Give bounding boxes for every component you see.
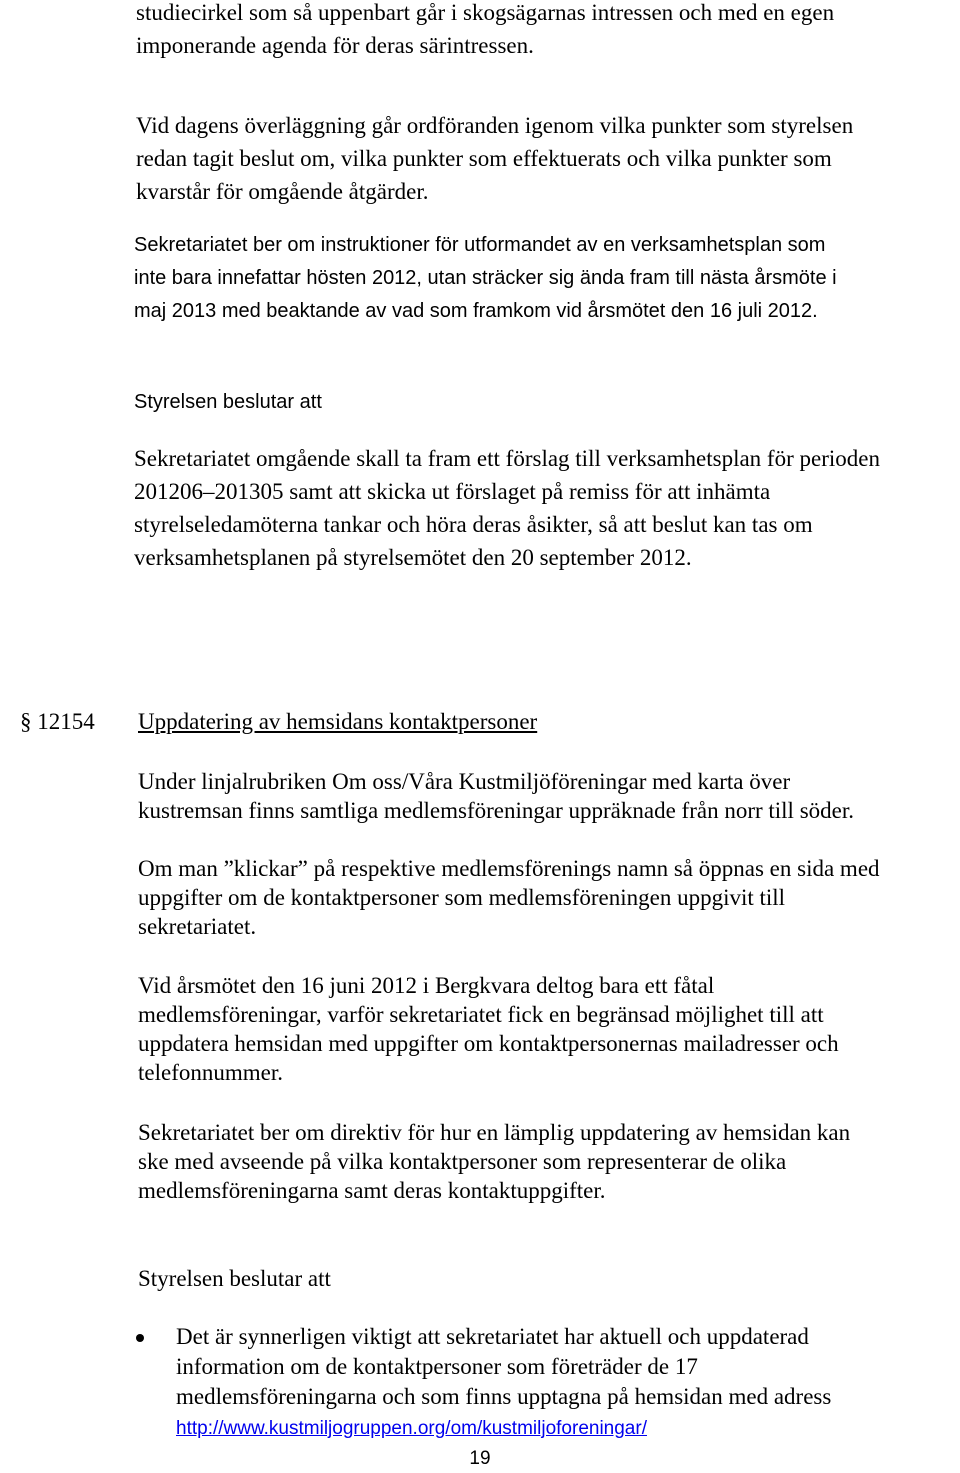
text-line: Under linjalrubriken Om oss/Våra Kustmiljöföreningar med karta över [138, 769, 791, 794]
text-line: sekretariatet. [138, 914, 257, 939]
text-line: verksamhetsplanen på styrelsemötet den 20 september 2012. [134, 545, 692, 570]
paragraph-decision [134, 442, 880, 574]
text-line: Vid dagens överläggning går ordföranden igenom vilka punkter som styrelsen [136, 113, 854, 138]
text-line: information om de kontaktpersoner som företräder de 17 [176, 1354, 698, 1379]
text-line: 201206–201305 samt att skicka ut förslaget på remiss för att inhämta [134, 479, 771, 504]
text-line: maj 2013 med beaktande av vad som framkom vid årsmötet den 16 juli 2012. [134, 300, 818, 322]
paragraph-meeting [136, 109, 853, 208]
text-line: Sekretariatet ber om direktiv för hur en lämplig uppdatering av hemsidan kan [138, 1120, 851, 1145]
text-line: inte bara innefattar hösten 2012, utan sträcker sig ända fram till nästa årsmöte i [134, 267, 837, 289]
text-line: medlemsföreningarna samt deras kontaktuppgifter. [138, 1178, 606, 1203]
text-line: Sekretariatet omgående skall ta fram ett förslag till verksamhetsplan för perioden [134, 446, 880, 471]
website-link[interactable]: http://www.kustmiljogruppen.org/om/kustmiljoforeningar/ [176, 1418, 647, 1439]
bullet-icon [136, 1334, 144, 1342]
section-heading [20, 707, 920, 737]
paragraph-annual-meeting [138, 971, 839, 1087]
text-line: redan tagit beslut om, vilka punkter som effektuerats och vilka punkter som [136, 146, 832, 171]
text-line: kvarstår för omgående åtgärder. [136, 179, 429, 204]
text-line: uppgifter om de kontaktpersoner som medlemsföreningen uppgivit till [138, 885, 786, 910]
paragraph-secretariat-request [134, 229, 837, 328]
paragraph-directive [138, 1118, 850, 1205]
text-line: medlemsföreningarna och som finns upptagna på hemsidan med adress [176, 1384, 832, 1409]
text-line: studiecirkel som så uppenbart går i skogsägarnas intressen och med en egen [136, 0, 835, 25]
decision-label: Styrelsen beslutar att [134, 391, 322, 413]
text-line: imponerande agenda för deras särintressen. [136, 33, 534, 58]
text-line: Sekretariatet ber om instruktioner för utformandet av en verksamhetsplan som [134, 234, 826, 256]
text-line: kustremsan finns samtliga medlemsföreningar uppräknade från norr till söder. [138, 798, 854, 823]
bullet-text [176, 1322, 831, 1444]
text-line: medlemsföreningar, varför sekretariatet fick en begränsad möjlighet till att [138, 1002, 824, 1027]
paragraph-intro [136, 0, 834, 62]
text-line: Det är synnerligen viktigt att sekretariatet har aktuell och uppdaterad [176, 1324, 809, 1349]
paragraph-menu [138, 767, 854, 825]
section-title: Uppdatering av hemsidans kontaktpersoner [138, 709, 538, 734]
page-number: 19 [469, 1448, 491, 1469]
text-line: styrelseledamöterna tankar och höra deras åsikter, så att beslut kan tas om [134, 512, 813, 537]
text-line: uppdatera hemsidan med uppgifter om kontaktpersonernas mailadresser och [138, 1031, 839, 1056]
text-line: Om man ”klickar” på respektive medlemsförenings namn så öppnas en sida med [138, 856, 880, 881]
paragraph-click [138, 854, 880, 941]
section-number: § 12154 [20, 709, 95, 734]
text-line: Vid årsmötet den 16 juni 2012 i Bergkvara deltog bara ett fåtal [138, 973, 715, 998]
decision-label: Styrelsen beslutar att [138, 1266, 331, 1291]
text-line: telefonnummer. [138, 1060, 283, 1085]
text-line: ske med avseende på vilka kontaktpersoner som representerar de olika [138, 1149, 787, 1174]
